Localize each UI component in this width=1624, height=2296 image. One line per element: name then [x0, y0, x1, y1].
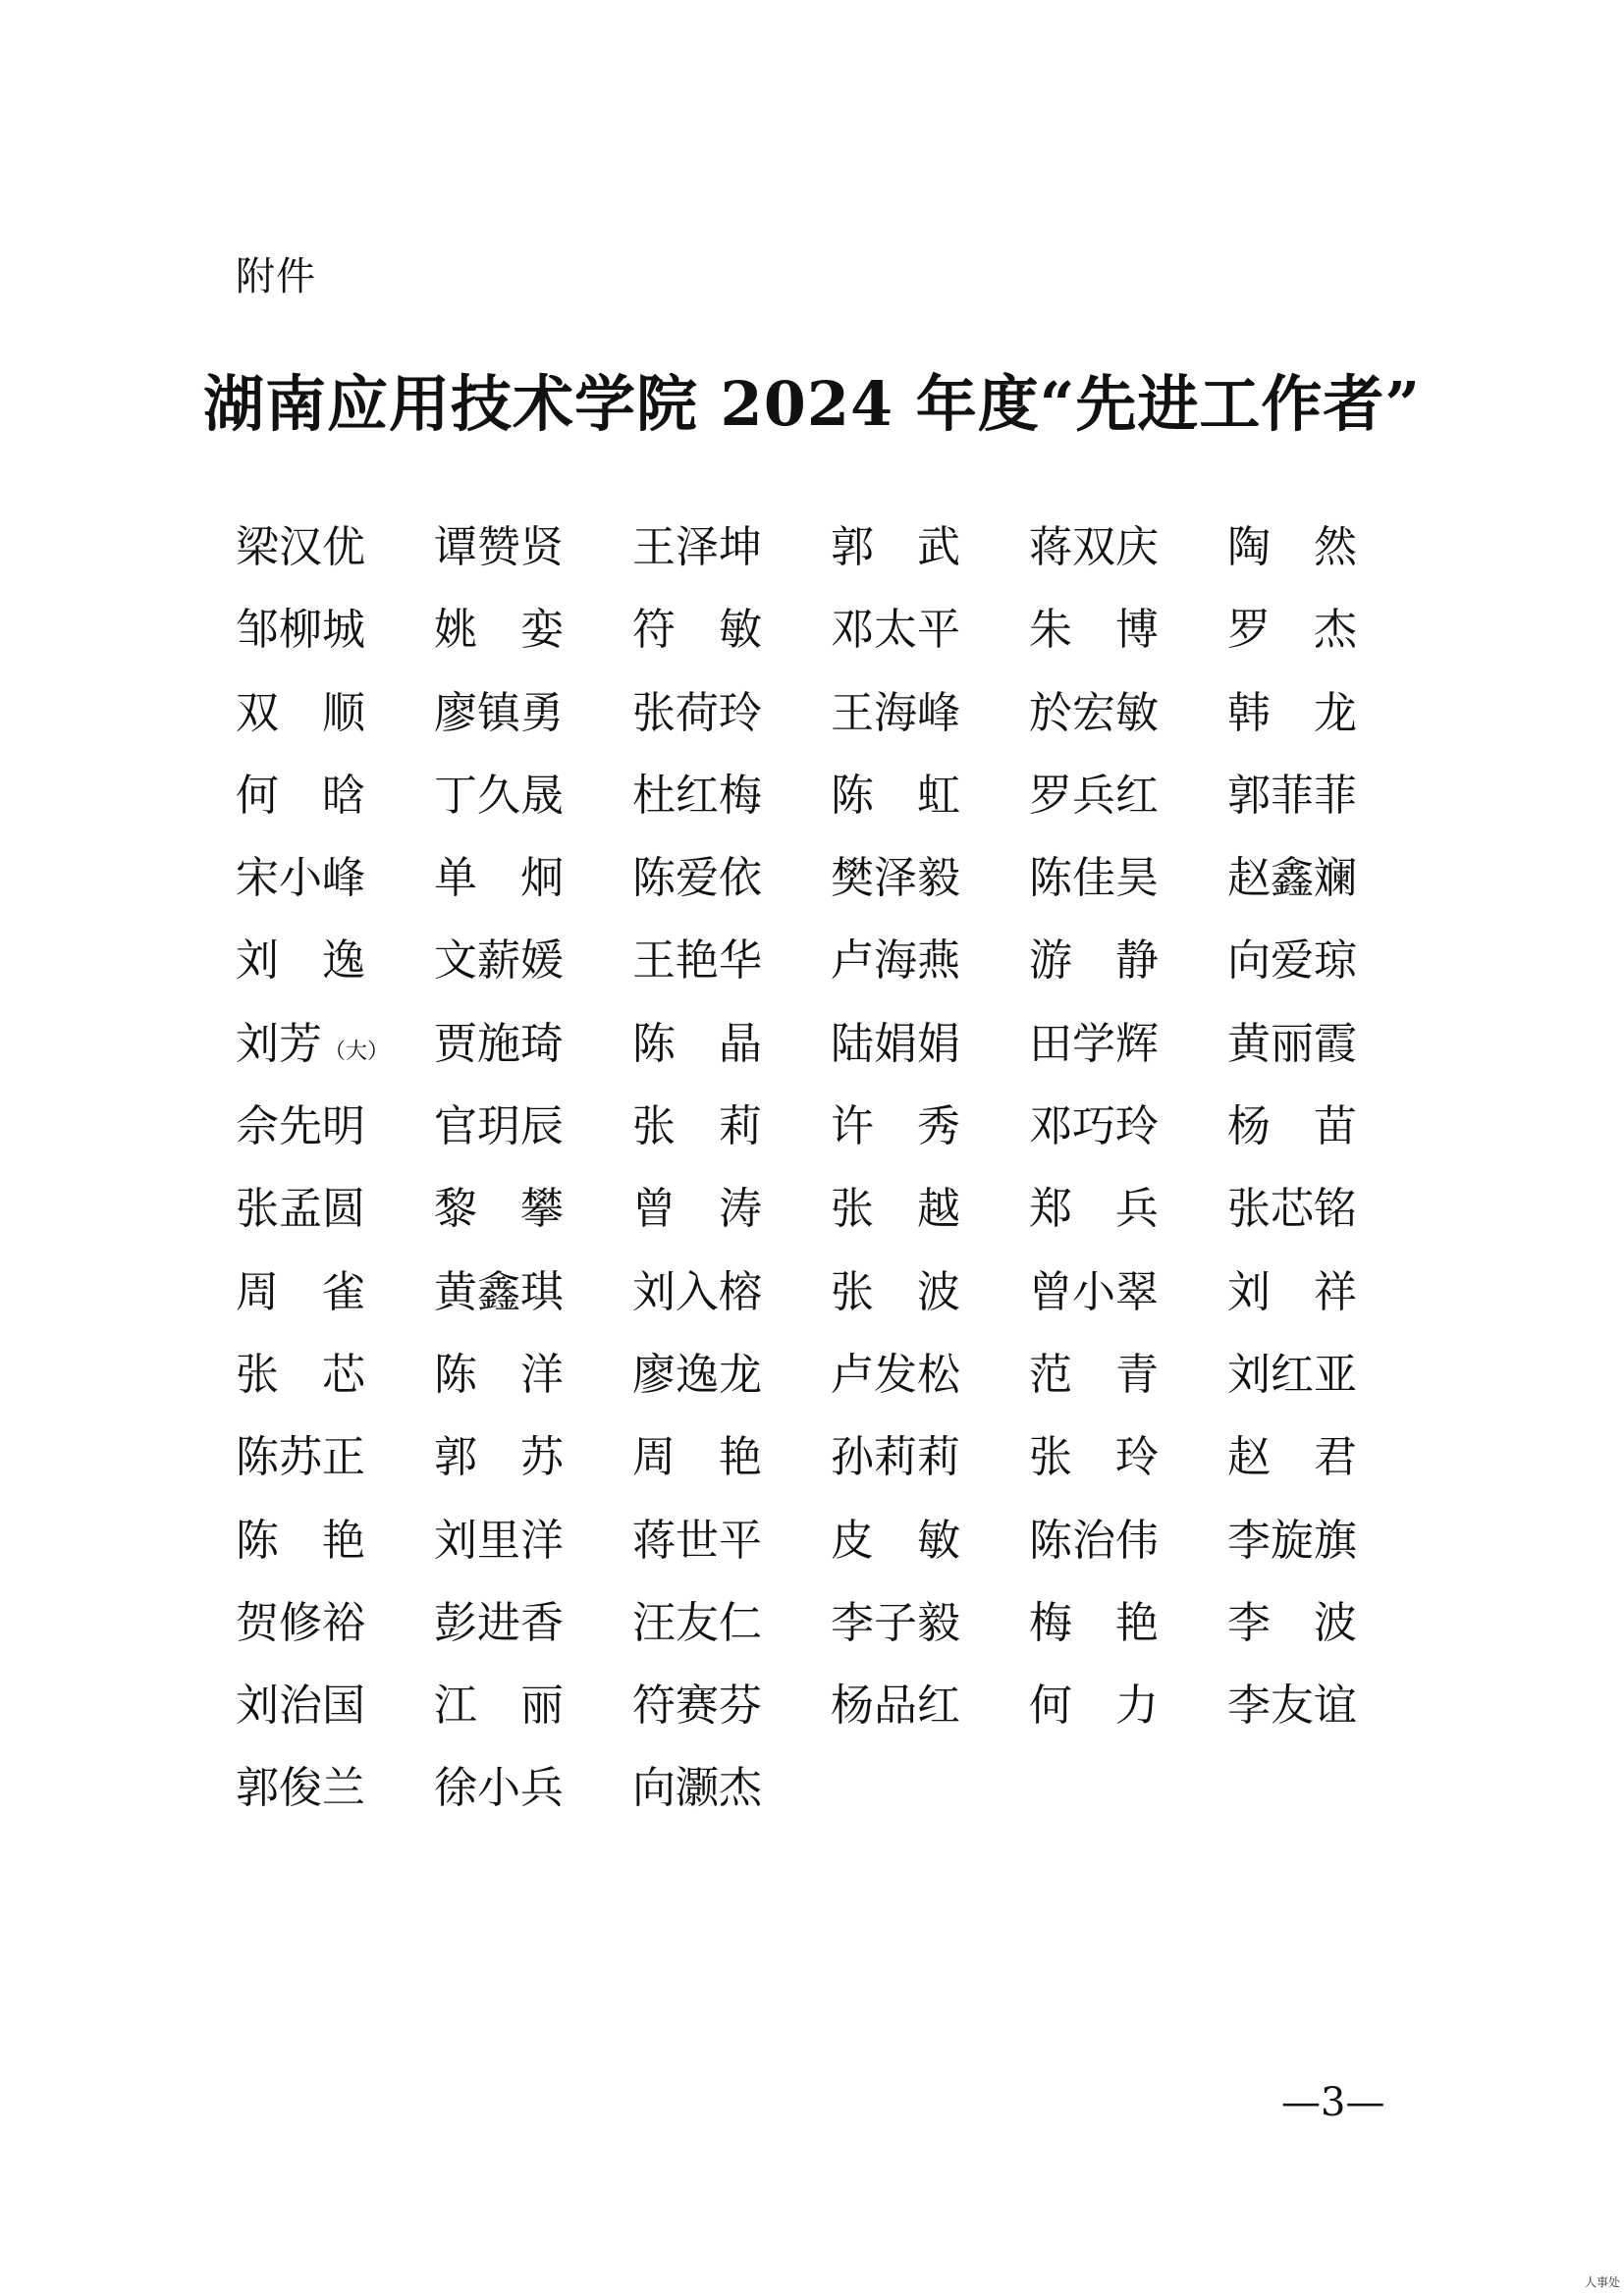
name-entry — [632, 920, 831, 1002]
name-text: 张玲 — [1029, 1432, 1202, 1483]
name-text: 官玥辰 — [434, 1101, 564, 1152]
name-text: 刘红亚 — [1227, 1349, 1357, 1400]
name-entry — [632, 1334, 831, 1416]
name-text: 张波 — [831, 1266, 1003, 1317]
name-entry — [236, 1252, 434, 1334]
name-entry — [1029, 1582, 1227, 1665]
name-entry — [831, 507, 1029, 589]
name-text: 许秀 — [831, 1101, 1003, 1152]
name-text: 双顺 — [236, 687, 408, 738]
name-text: 李旋旗 — [1227, 1515, 1357, 1566]
name-text: 汪友仁 — [632, 1597, 762, 1648]
name-entry — [236, 507, 434, 589]
name-text: 杨苗 — [1227, 1101, 1400, 1152]
name-entry — [434, 1252, 632, 1334]
name-entry — [434, 1086, 632, 1168]
name-text: 彭进香 — [434, 1597, 564, 1648]
name-entry — [632, 837, 831, 920]
name-entry — [831, 589, 1029, 671]
name-entry — [1227, 507, 1426, 589]
name-entry — [434, 837, 632, 920]
name-text: 赵君 — [1227, 1432, 1400, 1483]
name-text: 黄丽霞 — [1227, 1018, 1357, 1069]
name-entry — [632, 1582, 831, 1665]
name-text: 黎攀 — [434, 1184, 607, 1235]
name-text: 宋小峰 — [236, 853, 365, 904]
name-entry — [1227, 1500, 1426, 1582]
name-entry — [831, 837, 1029, 920]
name-entry — [831, 1168, 1029, 1251]
name-text: 贾施琦 — [434, 1018, 564, 1069]
name-entry — [1227, 589, 1426, 671]
name-entry — [1029, 755, 1227, 837]
name-entry — [831, 1665, 1029, 1747]
name-entry — [236, 589, 434, 671]
name-text: 周雀 — [236, 1266, 408, 1317]
name-entry — [1227, 1086, 1426, 1168]
name-text: 郭俊兰 — [236, 1763, 365, 1814]
attachment-label: 附件 — [236, 254, 316, 299]
name-entry — [1227, 1168, 1426, 1251]
name-entry — [434, 672, 632, 755]
name-text: 文薪媛 — [434, 935, 564, 987]
name-text: 何晗 — [236, 770, 408, 821]
name-text: 陆娟娟 — [831, 1018, 960, 1069]
name-text: 徐小兵 — [434, 1763, 564, 1814]
name-entry — [434, 1334, 632, 1416]
name-entry — [434, 755, 632, 837]
name-entry — [236, 1582, 434, 1665]
name-annotation: （大） — [324, 1039, 390, 1064]
name-text: 赵鑫斓 — [1227, 853, 1357, 904]
name-text: 韩龙 — [1227, 687, 1400, 738]
name-entry — [1029, 920, 1227, 1002]
name-text: 孙莉莉 — [831, 1432, 960, 1483]
name-text: 游静 — [1029, 935, 1202, 987]
name-entry — [632, 1416, 831, 1499]
name-entry — [831, 755, 1029, 837]
name-entry — [632, 755, 831, 837]
name-text: 符赛芬 — [632, 1681, 762, 1732]
name-entry — [236, 1334, 434, 1416]
name-text: 陈艳 — [236, 1515, 408, 1566]
name-text: 张越 — [831, 1184, 1003, 1235]
name-text: 杨品红 — [831, 1681, 960, 1732]
name-entry — [434, 1665, 632, 1747]
name-entry — [1029, 1252, 1227, 1334]
name-entry — [632, 1665, 831, 1747]
name-text: 刘芳 — [236, 1018, 322, 1069]
name-entry — [1227, 755, 1426, 837]
name-entry — [236, 1747, 434, 1830]
name-entry — [236, 672, 434, 755]
name-entry — [1227, 920, 1426, 1002]
name-entry — [831, 1252, 1029, 1334]
name-text: 田学辉 — [1029, 1018, 1159, 1069]
name-text: 邓太平 — [831, 605, 960, 656]
name-entry — [1227, 1252, 1426, 1334]
name-text: 蒋双庆 — [1029, 522, 1159, 572]
name-entry — [434, 589, 632, 671]
name-entry — [434, 1416, 632, 1499]
name-text: 刘逸 — [236, 935, 408, 987]
name-text: 王艳华 — [632, 935, 762, 987]
name-text: 张莉 — [632, 1101, 805, 1152]
name-entry — [632, 1086, 831, 1168]
name-text: 陶然 — [1227, 522, 1400, 572]
name-text: 罗杰 — [1227, 605, 1400, 656]
name-entry — [236, 1086, 434, 1168]
name-text: 蒋世平 — [632, 1515, 762, 1566]
name-entry — [632, 589, 831, 671]
name-entry — [1029, 589, 1227, 671]
name-text: 曾小翠 — [1029, 1266, 1159, 1317]
name-text: 张孟圆 — [236, 1184, 365, 1235]
name-entry — [236, 1168, 434, 1251]
name-text: 陈佳昊 — [1029, 853, 1159, 904]
name-entry — [831, 1003, 1029, 1086]
name-entry — [236, 755, 434, 837]
name-text: 郭武 — [831, 522, 1003, 572]
names-list — [236, 507, 1400, 1831]
name-entry — [1029, 1003, 1227, 1086]
name-entry — [434, 920, 632, 1002]
name-text: 皮敏 — [831, 1515, 1003, 1566]
name-entry — [1227, 837, 1426, 920]
name-entry — [831, 1500, 1029, 1582]
name-entry — [236, 1003, 434, 1086]
name-text: 梁汉优 — [236, 522, 365, 572]
name-entry — [434, 507, 632, 589]
name-entry — [236, 1500, 434, 1582]
name-text: 张芯 — [236, 1349, 408, 1400]
name-text: 向灏杰 — [632, 1763, 762, 1814]
name-text: 范青 — [1029, 1349, 1202, 1400]
name-text: 张芯铭 — [1227, 1184, 1357, 1235]
name-entry — [831, 1416, 1029, 1499]
name-text: 刘入榕 — [632, 1266, 762, 1317]
page-number: —3— — [1281, 2080, 1385, 2125]
name-entry — [1227, 1334, 1426, 1416]
name-text: 贺修裕 — [236, 1597, 365, 1648]
name-text: 陈虹 — [831, 770, 1003, 821]
name-entry — [1029, 1086, 1227, 1168]
name-text: 廖镇勇 — [434, 687, 564, 738]
name-text: 郭苏 — [434, 1432, 607, 1483]
name-entry — [632, 1168, 831, 1251]
name-entry — [1029, 1500, 1227, 1582]
name-text: 佘先明 — [236, 1101, 365, 1152]
name-entry — [1227, 672, 1426, 755]
name-entry — [1029, 672, 1227, 755]
name-entry — [1227, 1665, 1426, 1747]
name-text: 卢发松 — [831, 1349, 960, 1400]
name-entry — [632, 507, 831, 589]
name-text: 张荷玲 — [632, 687, 762, 738]
name-entry — [434, 1500, 632, 1582]
name-text: 於宏敏 — [1029, 687, 1159, 738]
name-text: 卢海燕 — [831, 935, 960, 987]
name-text: 符敏 — [632, 605, 805, 656]
name-entry — [632, 1747, 831, 1830]
name-text: 刘祥 — [1227, 1266, 1400, 1317]
name-text: 罗兵红 — [1029, 770, 1159, 821]
name-entry — [831, 920, 1029, 1002]
name-entry — [1029, 837, 1227, 920]
name-text: 廖逸龙 — [632, 1349, 762, 1400]
name-entry — [1227, 1582, 1426, 1665]
name-text: 李友谊 — [1227, 1681, 1357, 1732]
name-entry — [1227, 1003, 1426, 1086]
name-entry — [1029, 1334, 1227, 1416]
name-entry — [632, 1003, 831, 1086]
name-entry — [236, 837, 434, 920]
name-entry — [434, 1003, 632, 1086]
page-title: 湖南应用技术学院 2024 年度“先进工作者” — [202, 368, 1422, 440]
name-entry — [632, 1500, 831, 1582]
name-text: 江丽 — [434, 1681, 607, 1732]
name-entry — [434, 1582, 632, 1665]
name-text: 陈治伟 — [1029, 1515, 1159, 1566]
name-text: 丁久晟 — [434, 770, 564, 821]
name-text: 陈洋 — [434, 1349, 607, 1400]
name-text: 郭菲菲 — [1227, 770, 1357, 821]
name-text: 陈苏正 — [236, 1432, 365, 1483]
name-entry — [831, 1582, 1029, 1665]
name-entry — [632, 1252, 831, 1334]
name-entry — [632, 672, 831, 755]
name-text: 王海峰 — [831, 687, 960, 738]
name-entry — [434, 1747, 632, 1830]
name-text: 何力 — [1029, 1681, 1202, 1732]
name-text: 向爱琼 — [1227, 935, 1357, 987]
name-text: 陈爱依 — [632, 853, 762, 904]
name-text: 谭赞贤 — [434, 522, 564, 572]
name-text: 杜红梅 — [632, 770, 762, 821]
name-text: 李波 — [1227, 1597, 1400, 1648]
name-entry — [1029, 1416, 1227, 1499]
name-text: 黄鑫琪 — [434, 1266, 564, 1317]
name-entry — [831, 1334, 1029, 1416]
name-entry — [236, 1416, 434, 1499]
name-text: 单炯 — [434, 853, 607, 904]
name-entry — [1029, 1665, 1227, 1747]
name-entry — [236, 1665, 434, 1747]
name-text: 樊泽毅 — [831, 853, 960, 904]
name-text: 王泽坤 — [632, 522, 762, 572]
name-text: 刘里洋 — [434, 1515, 564, 1566]
name-text: 邹柳城 — [236, 605, 365, 656]
name-text: 郑兵 — [1029, 1184, 1202, 1235]
name-text: 曾涛 — [632, 1184, 805, 1235]
name-entry — [1029, 507, 1227, 589]
name-text: 陈晶 — [632, 1018, 805, 1069]
name-entry — [831, 672, 1029, 755]
name-text: 周艳 — [632, 1432, 805, 1483]
footer-mark: 人事处 — [1585, 2275, 1621, 2289]
name-text: 姚娈 — [434, 605, 607, 656]
name-text: 朱博 — [1029, 605, 1202, 656]
name-entry — [1227, 1416, 1426, 1499]
name-text: 李子毅 — [831, 1597, 960, 1648]
name-entry — [434, 1168, 632, 1251]
name-entry — [236, 920, 434, 1002]
name-entry — [831, 1086, 1029, 1168]
name-text: 邓巧玲 — [1029, 1101, 1159, 1152]
name-text: 刘治国 — [236, 1681, 365, 1732]
name-entry — [1029, 1168, 1227, 1251]
name-text: 梅艳 — [1029, 1597, 1202, 1648]
